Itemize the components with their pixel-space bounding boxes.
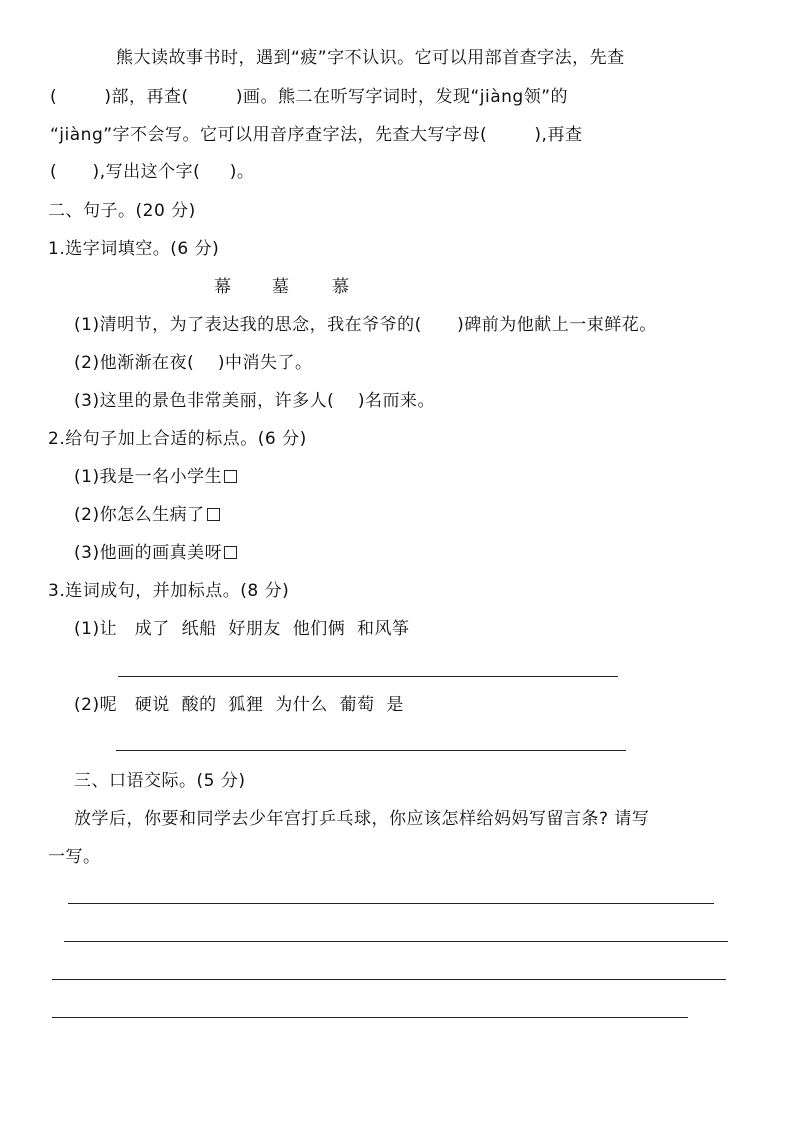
para1-line2: ( )部，再查( )画。熊二在听写字词时，发现“jiàng领”的 — [50, 87, 569, 107]
q1-heading: 1.选字词填空。(6 分) — [48, 239, 220, 259]
q2-item-1-text: (1)我是一名小学生 — [74, 467, 223, 487]
punctuation-box[interactable] — [224, 470, 237, 483]
writing-line[interactable] — [68, 903, 714, 904]
section3-heading: 三、口语交际。(5 分) — [74, 771, 246, 791]
q2-item-2 — [74, 504, 220, 526]
writing-line[interactable] — [64, 941, 728, 942]
q1-item-2: (2)他渐渐在夜( )中消失了。 — [74, 353, 313, 373]
q2-item-3 — [74, 542, 237, 564]
q3-heading: 3.连词成句，并加标点。(8 分) — [48, 581, 290, 601]
section2-heading: 二、句子。(20 分) — [48, 201, 196, 221]
q2-item-1 — [74, 466, 237, 488]
q1-option-1: 幕 — [214, 277, 232, 297]
q1-option-2: 墓 — [272, 277, 290, 297]
q2-item-3-text: (3)他画的画真美呀 — [74, 543, 223, 563]
punctuation-box[interactable] — [224, 546, 237, 559]
writing-line[interactable] — [52, 1017, 688, 1018]
answer-line[interactable] — [116, 750, 626, 751]
q1-item-1: (1)清明节，为了表达我的思念，我在爷爷的( )碑前为他献上一束鲜花。 — [74, 315, 657, 335]
answer-line[interactable] — [118, 676, 618, 677]
para1-line3: “jiàng”字不会写。它可以用音序查字法，先查大写字母( ),再查 — [50, 125, 583, 145]
q3-item-1: (1)让 成了 纸船 好朋友 他们俩 和风筝 — [74, 619, 410, 639]
section3-prompt-line2: 一写。 — [48, 847, 101, 867]
section3-prompt-line1: 放学后，你要和同学去少年宫打乒乓球，你应该怎样给妈妈写留言条? 请写 — [74, 809, 650, 829]
writing-line[interactable] — [52, 979, 726, 980]
q3-item-2: (2)呢 硬说 酸的 狐狸 为什么 葡萄 是 — [74, 695, 404, 715]
para1-line1: 熊大读故事书时，遇到“疲”字不认识。它可以用部首查字法，先查 — [116, 48, 625, 68]
punctuation-box[interactable] — [207, 508, 220, 521]
q2-heading: 2.给句子加上合适的标点。(6 分) — [48, 429, 307, 449]
para1-line4: ( ),写出这个字( )。 — [50, 162, 255, 182]
q1-option-3: 慕 — [332, 277, 350, 297]
q2-item-2-text: (2)你怎么生病了 — [74, 505, 205, 525]
q1-item-3: (3)这里的景色非常美丽，许多人( )名而来。 — [74, 391, 435, 411]
